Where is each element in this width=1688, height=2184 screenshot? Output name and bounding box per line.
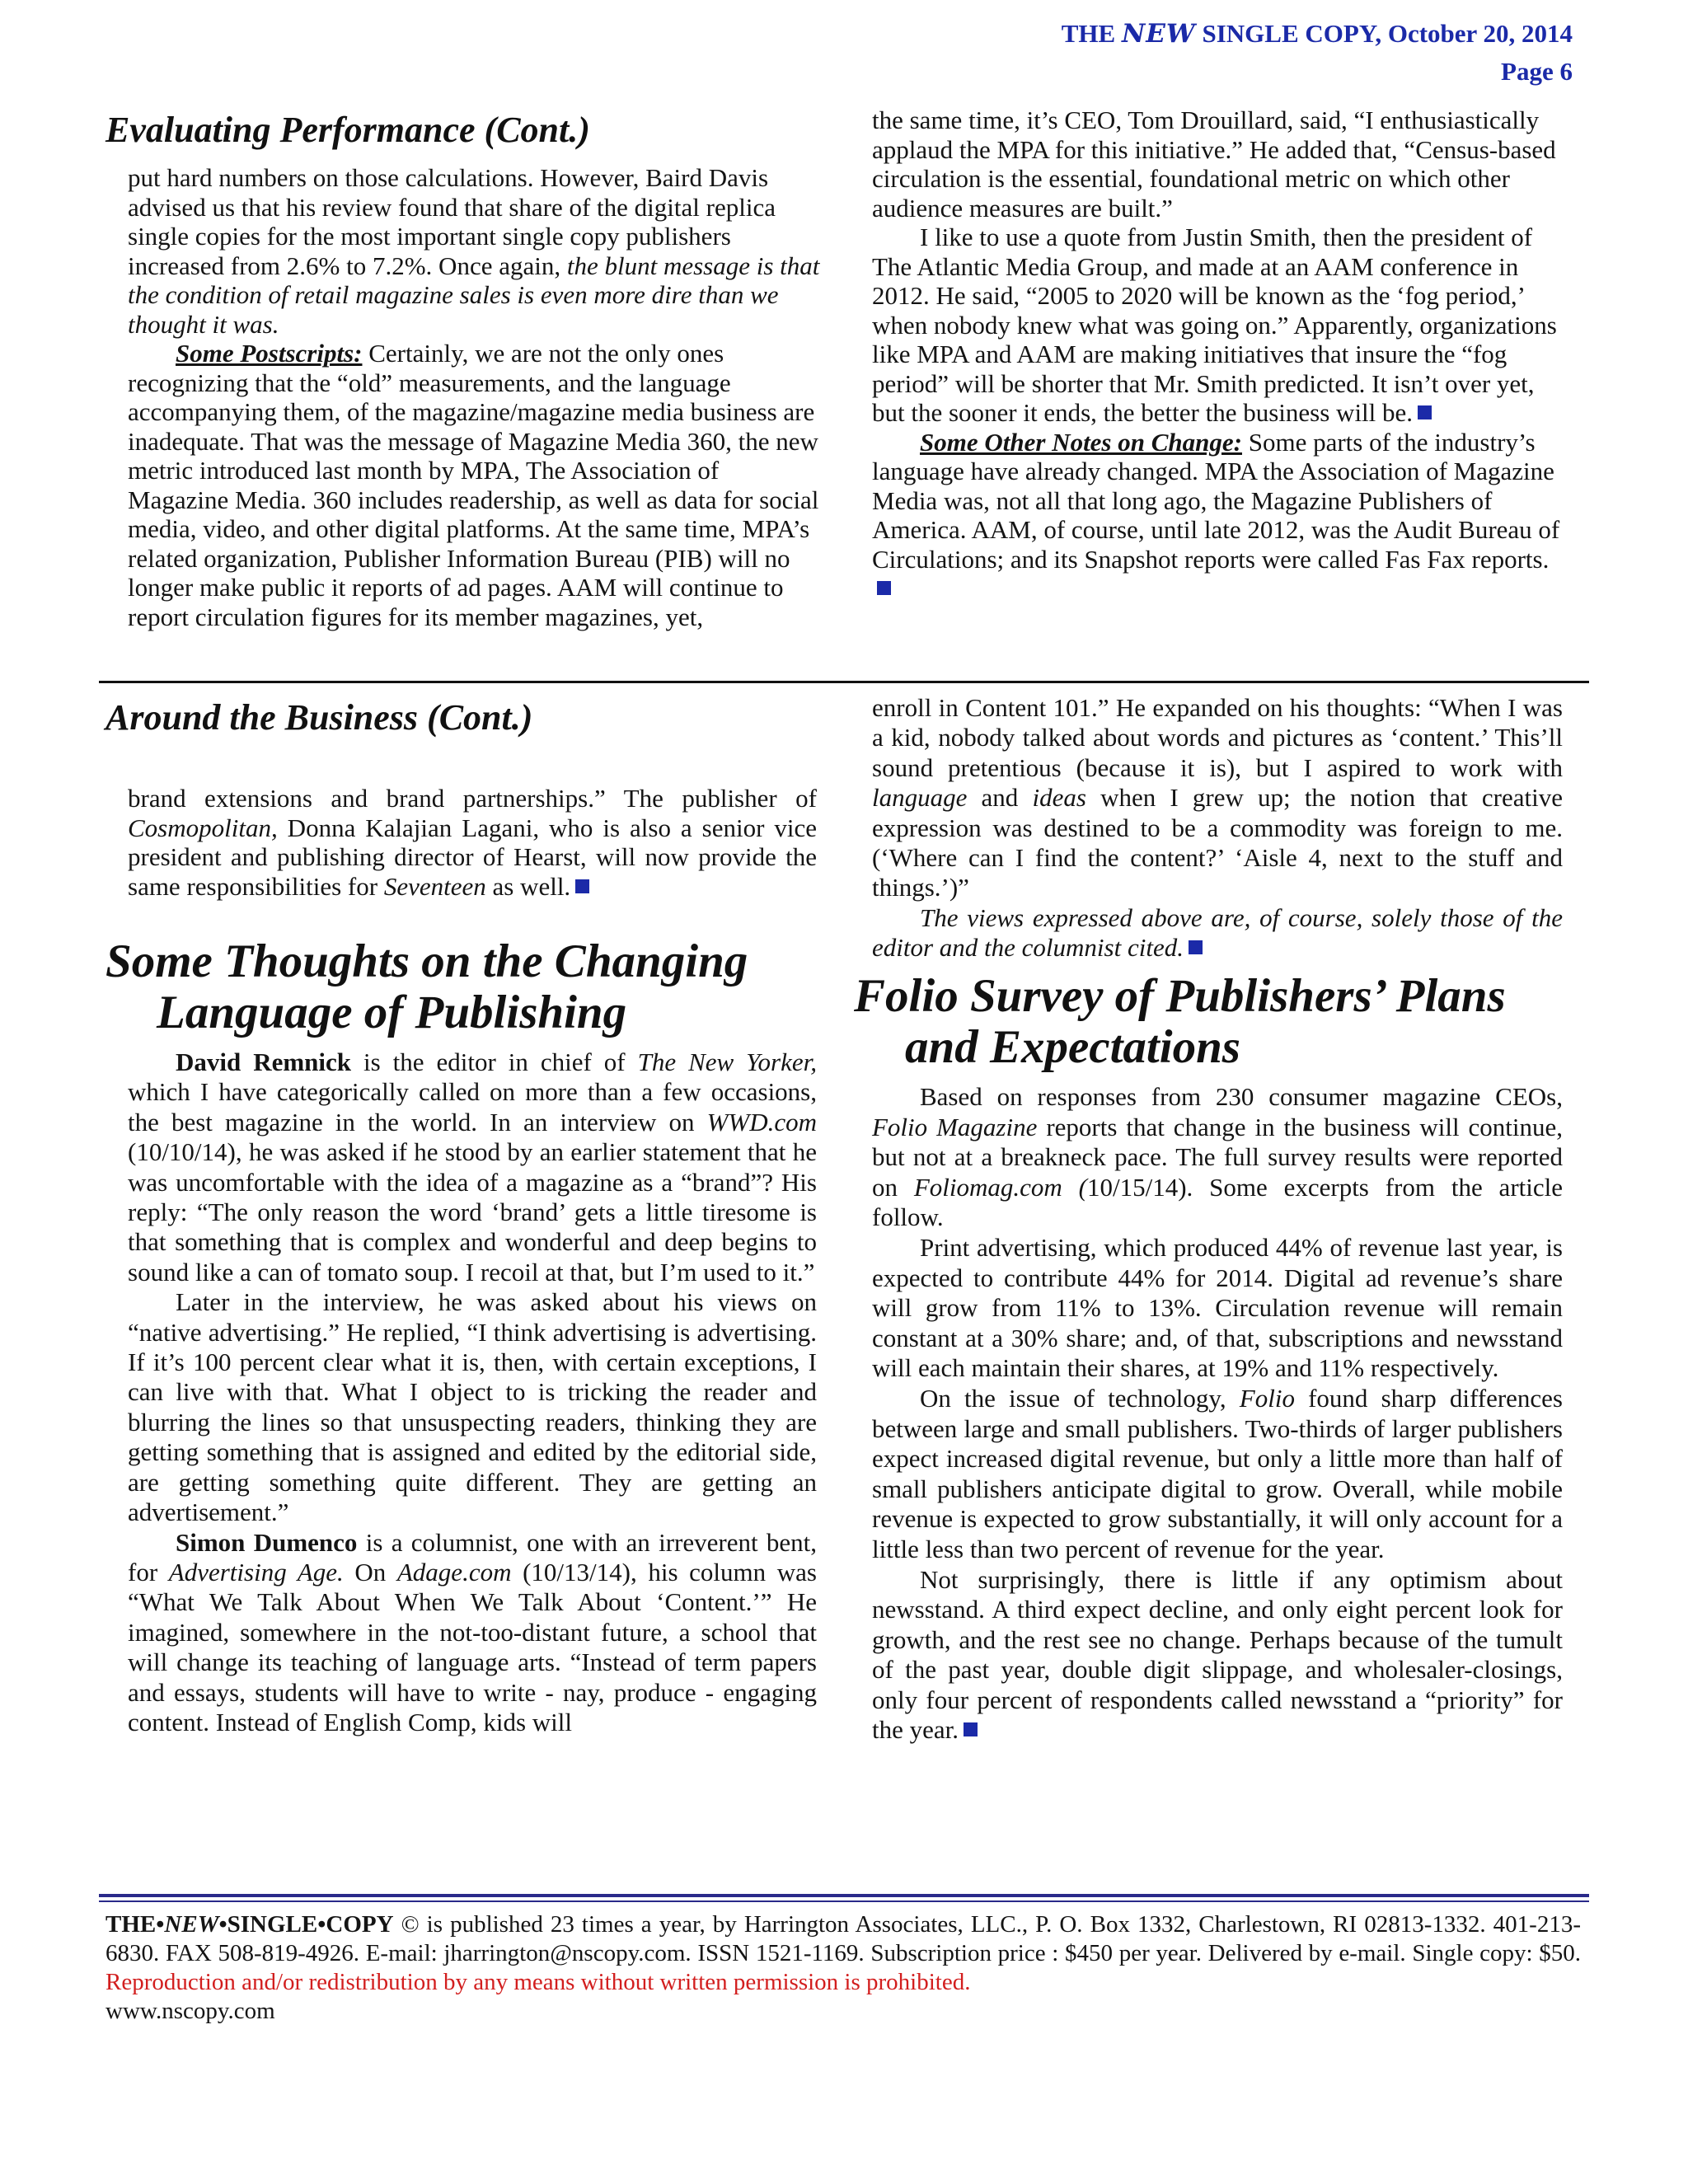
issue-line: THE NEW SINGLE COPY, October 20, 2014 — [1061, 19, 1573, 49]
evaluating-r2: I like to use a quote from Justin Smith, then the president of The Atlantic Media Group, and made at an AAM conference in 2012. He said, “2005 to 2020 will be known as the ‘fog period,’ when nobody knew what was going on.” Apparently, organizations like MPA and AAM are making initiatives that insure the “fog period” will be shorter that Mr. Smith predicted. It isn’t over yet, but the sooner it ends, the better the business will be. — [872, 223, 1557, 427]
website-link[interactable]: www.nscopy.com — [106, 1998, 275, 2024]
thoughts-left-column — [128, 1047, 817, 1737]
folio-title: Folio Survey of Publishers’ Plans and Expectations — [854, 970, 1506, 1073]
end-mark-icon — [575, 879, 589, 893]
folio-p1: Based on responses from 230 consumer magazine CEOs, Folio Magazine reports that change in the business will continue, but not at a breakneck pace. The full survey results were reported on Foliomag.com (10/15/14). Some excerpts from the article follow. — [872, 1082, 1564, 1232]
end-mark-icon — [877, 581, 891, 595]
page-header — [1062, 15, 1573, 91]
evaluating-right-column — [872, 105, 1564, 603]
evaluating-p2: Some Postscripts: Certainly, we are not the only ones recognizing that the “old” measurements, and the language accompanying them, of the magazine/magazine media business are inadequate. That was the message of Magazine Media 360, the new metric introduced last month by MPA, The Association of Magazine Media. 360 includes readership, as well as data for social media, video, and other digital platforms. At the same time, MPA’s related organization, Publisher Information Bureau (PIB) will no longer make public it reports of ad pages. AAM will continue to report circulation figures for its member magazines, yet, — [128, 339, 819, 631]
thoughts-right-column — [872, 693, 1563, 963]
evaluating-left-column — [128, 163, 820, 631]
evaluating-heading: Evaluating Performance (Cont.) — [106, 110, 590, 150]
folio-body — [872, 1082, 1563, 1746]
page-number: Page 6 — [1501, 57, 1573, 86]
around-body — [128, 784, 817, 901]
around-p1: brand extensions and brand partnerships.” The publisher of Cosmopolitan, Donna Kalajian Lagani, who is also a senior vice president and publishing director of Hearst, will now provide the same responsibilities for Seventeen as well. — [128, 784, 817, 901]
reproduction-notice: Reproduction and/or redistribution by any means without written permission is prohibited. — [106, 1969, 971, 1995]
evaluating-r3: Some Other Notes on Change: Some parts of the industry’s language have already changed. MPA the Association of Magazine Media was, not all that long ago, the Magazine Publishers of America. AAM, of course, until late 2012, was the Audit Bureau of Circulations; and its Snapshot reports were called Fas Fax reports. — [872, 428, 1564, 603]
footer-rule-bottom — [99, 1900, 1589, 1902]
footer-notice: THE•NEW•SINGLE•COPY © is published 23 times a year, by Harrington Associates, LLC., P. O. Box 1332, Charlestown, RI 02813-1332. 401-213-6830. FAX 508-819-4926. E-mail: jharrington@nscopy.com. ISSN 1521-1169. Subscription price : $450 per year. Delivered by e-mail. Single copy: $50. Reproduction and/or redistribution by any means without written permission is prohibited. — [106, 1911, 1581, 1995]
evaluating-p1: put hard numbers on those calculations. However, Baird Davis advised us that his review found that share of the digital replica single copies for the most important single copy publishers increased from 2.6% to 7.2%. Once again, the blunt message is that the condition of retail magazine sales is even more dire than we thought it was. — [128, 163, 820, 339]
end-mark-icon — [1418, 405, 1432, 419]
thoughts-p2: Later in the interview, he was asked about his views on “native advertising.” He replied, “I think advertising is advertising. If it’s 100 percent clear what it is, then, with certain exceptions, I can live with that. What I object to is tricking the reader and blurring the lines so that unsuspecting readers, thinking they are getting something that is assigned and edited by the editorial side, are getting something quite different. They are getting an advertisement.” — [128, 1287, 817, 1527]
thoughts-r2: The views expressed above are, of course, solely those of the editor and the columnist cited. — [872, 902, 1563, 963]
section-divider — [99, 681, 1589, 683]
thoughts-p1: David Remnick is the editor in chief of The New Yorker, which I have categorically called on more than a few occasions, the best magazine in the world. In an interview on WWD.com (10/10/14), he was asked if he stood by an earlier statement that he was uncomfortable with the idea of a magazine as a “brand”? His reply: “The only reason the word ‘brand’ gets a little tiresome is that something that is complex and wonderful and deep begins to sound like a can of tomato soup. I recoil at that, but I’m used to it.” — [128, 1047, 818, 1286]
evaluating-r1: the same time, it’s CEO, Tom Drouillard, said, “I enthusiastically applaud the MPA for this initiative.” He added that, “Census-based circulation is the essential, foundational metric on which other audience measures are built.” — [872, 105, 1556, 223]
folio-p2: Print advertising, which produced 44% of revenue last year, is expected to contribute 44% for 2014. Digital ad revenue’s share will grow from 11% to 13%. Circulation revenue will remain constant at a 30% share; and, of that, subscriptions and newsstand will each maintain their shares, at 19% and 11% respectively. — [872, 1232, 1563, 1383]
end-mark-icon — [964, 1722, 978, 1736]
folio-p3: On the issue of technology, Folio found sharp differences between large and small publishers. Two-thirds of larger publishers expect increased digital revenue, but only a little more than half of small publishers anticipate digital to grow. Overall, while mobile revenue is expected to grow substantially, it will only account for a little less than two percent of revenue for the year. — [872, 1383, 1563, 1563]
around-heading: Around the Business (Cont.) — [106, 697, 533, 738]
footer-rule-top — [99, 1894, 1589, 1897]
folio-p4: Not surprisingly, there is little if any optimism about newsstand. A third expect decline, and only eight percent look for growth, and the rest see no change. Perhaps because of the tumult of the past year, double digit slippage, and wholesaler-closings, only four percent of respondents called newsstand a “priority” for the year. — [872, 1564, 1563, 1745]
thoughts-p3: Simon Dumenco is a columnist, one with an irreverent bent, for Advertising Age. On Adage.com (10/13/14), his column was “What We Talk About When We Talk About ‘Content.’” He imagined, somewhere in the not-too-distant future, a school that will change its teaching of language arts. “Instead of term papers and essays, students will have to write - nay, produce - engaging content. Instead of English Comp, kids will — [128, 1527, 817, 1736]
thoughts-r1: enroll in Content 101.” He expanded on his thoughts: “When I was a kid, nobody talked about words and pictures as ‘content.’ This’ll sound pretentious (because it is), but I aspired to work with language and ideas when I grew up; the notion that creative expression was destined to be a commodity was foreign to me. (‘Where can I find the content?’ ‘Aisle 4, next to the stuff and things.’)” — [872, 693, 1563, 902]
thoughts-title: Some Thoughts on the Changing Language of Publishing — [106, 935, 748, 1038]
end-mark-icon — [1189, 940, 1203, 954]
footer — [106, 1910, 1581, 2026]
